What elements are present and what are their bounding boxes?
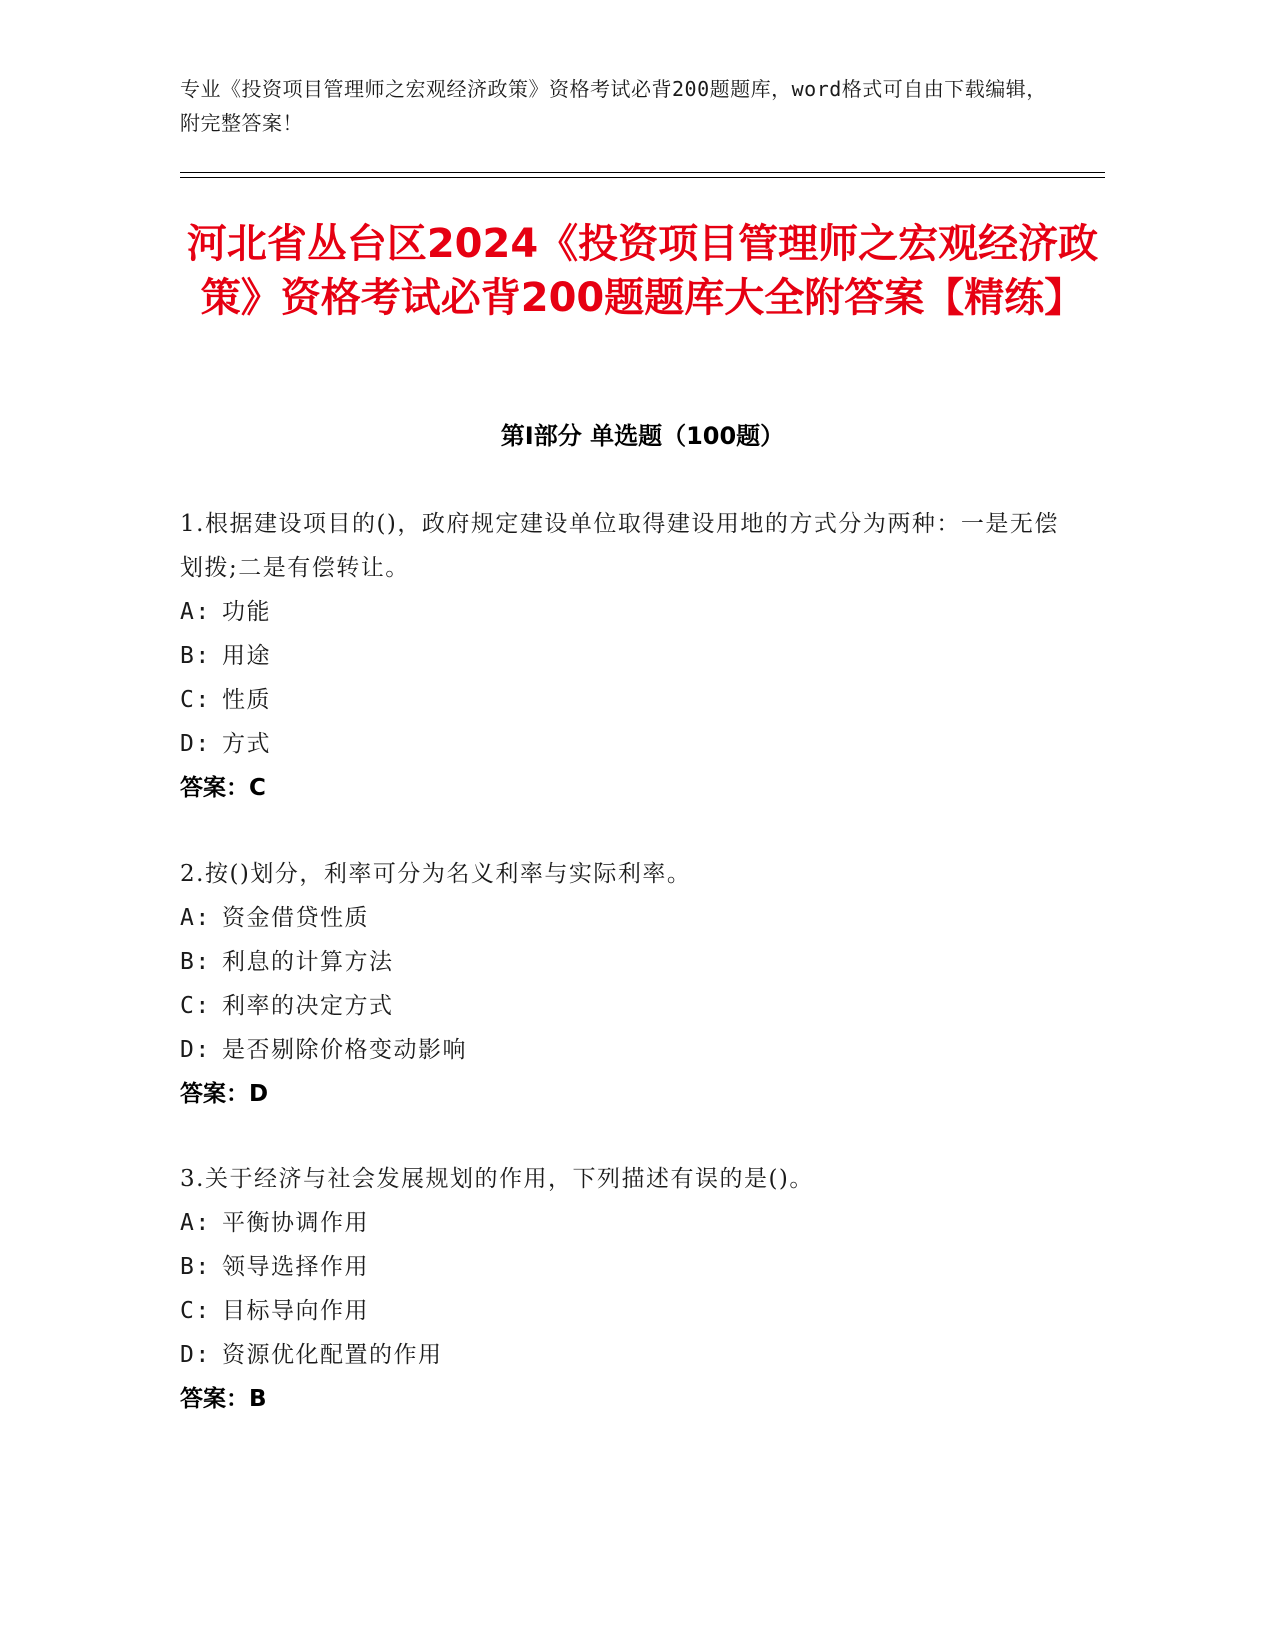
option-d — [180, 1333, 1080, 1377]
option-text: 方式 — [222, 731, 271, 757]
option-a — [180, 896, 1080, 940]
option-key: C: — [180, 1298, 211, 1324]
option-text: 性质 — [222, 687, 271, 713]
question-2 — [180, 852, 1080, 1116]
option-d — [180, 722, 1080, 766]
option-text: 用途 — [222, 643, 271, 669]
option-key: A: — [180, 1210, 211, 1236]
option-text: 是否剔除价格变动影响 — [222, 1037, 467, 1063]
option-c — [180, 984, 1080, 1028]
option-a — [180, 590, 1080, 634]
option-b — [180, 940, 1080, 984]
option-text: 平衡协调作用 — [222, 1210, 369, 1236]
answer: 答案：D — [180, 1081, 269, 1107]
question-3 — [180, 1157, 1080, 1421]
option-key: B: — [180, 1254, 211, 1280]
option-text: 资金借贷性质 — [222, 905, 369, 931]
option-key: A: — [180, 905, 211, 931]
question-1 — [180, 502, 1080, 810]
option-text: 功能 — [222, 599, 271, 625]
section-title: 第Ⅰ部分 单选题（100题） — [500, 422, 785, 450]
option-text: 领导选择作用 — [222, 1254, 369, 1280]
option-a — [180, 1201, 1080, 1245]
header-note: 专业《投资项目管理师之宏观经济政策》资格考试必背200题题库，word格式可自由下载编辑，附完整答案！ — [180, 77, 1047, 135]
header-divider-bottom — [180, 177, 1105, 178]
option-text: 资源优化配置的作用 — [222, 1342, 443, 1368]
option-key: A: — [180, 599, 211, 625]
answer: 答案：C — [180, 775, 266, 801]
question-stem: 1.根据建设项目的()，政府规定建设单位取得建设用地的方式分为两种：一是无偿划拨;二是有偿转让。 — [180, 511, 1059, 581]
option-key: B: — [180, 643, 211, 669]
answer: 答案：B — [180, 1386, 267, 1412]
option-b — [180, 1245, 1080, 1289]
option-text: 利率的决定方式 — [222, 993, 394, 1019]
option-key: D: — [180, 1342, 211, 1368]
option-key: D: — [180, 1037, 211, 1063]
option-c — [180, 1289, 1080, 1333]
option-d — [180, 1028, 1080, 1072]
option-key: B: — [180, 949, 211, 975]
option-text: 目标导向作用 — [222, 1298, 369, 1324]
question-stem: 2.按()划分，利率可分为名义利率与实际利率。 — [180, 861, 692, 887]
header-divider-top — [180, 172, 1105, 173]
option-key: C: — [180, 687, 211, 713]
option-text: 利息的计算方法 — [222, 949, 394, 975]
option-key: C: — [180, 993, 211, 1019]
question-stem: 3.关于经济与社会发展规划的作用，下列描述有误的是()。 — [180, 1166, 814, 1192]
option-c — [180, 678, 1080, 722]
document-title: 河北省丛台区2024《投资项目管理师之宏观经济政策》资格考试必背200题题库大全附答案【精练】 — [186, 221, 1099, 321]
option-key: D: — [180, 731, 211, 757]
option-b — [180, 634, 1080, 678]
